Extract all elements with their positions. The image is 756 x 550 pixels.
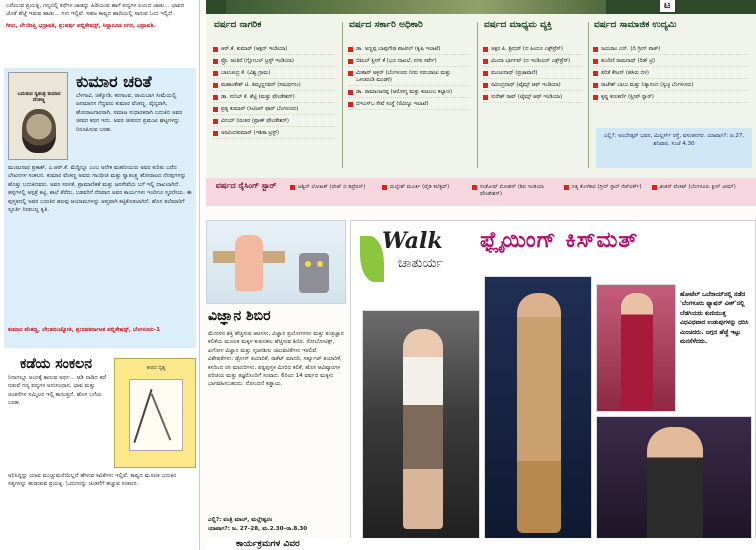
awards-tagline: ಟ xyxy=(660,0,675,12)
nominee-item: ಬಾಲಚಂದ್ರ ಕೆ. (ವಿಶ್ವ ಗ್ರಾಮ) xyxy=(213,70,335,79)
nominee-item: ಬಿಮಲ್ ಸ್ಟೀನ್ ಕೆ (ಭೂ ದಾಖಲೆ, ನಗರ ಸರ್ವೇ) xyxy=(348,58,470,67)
top-snippet-signoff: ಗೀರು, ಲೇ:ದೀಪ್ತಿ ಭದ್ರಾವತಿ, ಪ್ರ:ವರ್ಷ ಪಬ್ಲಿಕೇಷನ್ಸ್, ಸಿದ್ದಾರೂಢ ನಗರ, ಭದ್ರಾವತಿ. xyxy=(6,22,156,29)
kumar-book-cover xyxy=(8,72,68,160)
walk-chaturya-logo xyxy=(358,226,470,288)
walk-logo-subtext: ಚಾತುರ್ಯ xyxy=(398,256,444,271)
nominee-item: ಕುಂದಿಣಿ ರಾಮನಾಥ್ (ರಿಡ್ ಟ್ರಿ) xyxy=(593,58,749,67)
nominee-item: ಮಹಾಂತೇಶ್ ಟಿ. ತಿಮ್ಮಣ್ಣನವರ್ (ಸಮರ್ಥನಂ) xyxy=(213,82,335,91)
runway-photo xyxy=(484,276,592,546)
rising-star-item: ನಿತ್ಯ ಕೊಳೆಕಾರ (ಗ್ರೀನ್ ಸ್ಟಾರ್ ನೆಟ್‌ವರ್ಕ್) xyxy=(564,184,642,191)
award-column-heading: ವರ್ಷದ ಸಾಮಾಜಿಕ ಉದ್ಯಮಿ xyxy=(594,20,677,30)
rising-star-title: ವರ್ಷದ ರೈಸಿಂಗ್ ಸ್ಟಾರ್ xyxy=(215,181,277,190)
nominee-item: ಜಯರಾಂ ಎನ್. (ದಿ ಗ್ರೀನ್ ಪಾತ್) xyxy=(593,46,749,55)
top-snippet xyxy=(0,0,200,64)
kadeya-intro-text: ನಿನಾಗಲ್ಲೂ ಅಂದಕ್ಕೆ ಕಾಣುವ ಅರ್ಥ... ಆಡಿ ನಾಡಿದ ಕಥೆ ನಡುವೆ ಗದ್ಯ ಪದ್ಯಗಳ ಅನುಸಂಧಾನ. ಭಾವ ಮತ್ತು ಚಿಂತನೆಗಳ ಸಮ್ಮಿಲನ ಇಲ್ಲಿ ಕಾಣುತ್ತದೆ. ಹೊಸ ಬಗೆಯ ಬರಹ. xyxy=(8,375,106,407)
nominee-item: ಕೃಷ್ಣ ಕುಲಕರ್ಣಿ (ಸ್ಲೀಪ್ ಸ್ನಾರ್) xyxy=(593,94,749,103)
runway-photo xyxy=(362,310,480,546)
kumar-signoff: ಕುಮಾರ ವೆಂಕಣ್ಣ, ಲೇ:ಪರಂಜ್ಯೋತಿ, ಪ್ರ:ನವಕರ್ನಾಟಕ ಪಬ್ಲಿಕೇಷನ್ಸ್, ಬೆಂಗಳೂರು-1 xyxy=(8,327,161,333)
top-snippet-text: ಬರೆಯುವ ಪ್ರಯತ್ನ, ಗದ್ಯದಲ್ಲಿ ಕಥೆಗಳ ಜಾಡನ್ನು ಹಿಡಿಯುವ ಹಾಗೆ ಪದ್ಯಗಳ ಲಯದ ಜಾಡು... ಭಾವದ ಜೊತೆ ಹೆಜ್ಜೆ ಇಡುವ ಹಾಡು... ಗಳು ಇಲ್ಲಿವೆ. ಸಹಜ ಕಾವ್ಯದ ಹಾದಿಯಲ್ಲಿ ಸಾಗುವ ಓದು ಇಲ್ಲಿದೆ. xyxy=(6,3,185,18)
nominee-item: ರಾಜೇಶ್ ಬಾಬು ಮತ್ತು ನಿತ್ಯಾನಂದ (ಸ್ವಚ್ಛ ಬೆಂಗಳೂರು) xyxy=(593,82,749,91)
kumar-heading: ಕುಮಾರ ಚರಿತೆ xyxy=(76,72,152,91)
awards-venue-box: ಎಲ್ಲಿ?: ಅಂಬೇಡ್ಕರ್ ಭವನ, ಮಿಲ್ಲರ್ಸ್ ರಸ್ತೆ, ವಸಂತನಗರ. ಯಾವಾಗ?: ಜ.27, ಶನಿವಾರ, ಸಂಜೆ 4.30 xyxy=(596,128,752,168)
science-camp-where: ಎಲ್ಲಿ?: ವಂತ್ರಿ ಮಾಲ್, ಮಲ್ಲೇಶ್ವರಂ xyxy=(208,517,273,523)
rising-star-item: ಅಶ್ವಿನ್ ಲೋಹಿತ್ (ಫೇಟ್ ದ ಡಿಪ್ರೆಷನ್) xyxy=(290,184,368,191)
rising-star-item: ಮಲ್ಲೇಶ್ ಮೂರ್ತಿ (ವೈಡಿ ಕಲೆಕ್ಟಿವ್) xyxy=(382,184,460,191)
nominee-item: ಆರ್.ಕೆ. ಕುಮಾರ್ (ಆಕ್ಷನ್ ಇಂಡಿಯಾ) xyxy=(213,46,335,55)
science-camp-footer xyxy=(208,516,344,534)
kumar-book-cover-title: ಬದುಕುವ ಸ್ವತಂತ್ರ ಕುಮಾರ ವೆಂಕಣ್ಣ xyxy=(17,91,61,103)
fashion-feature-title: ಫ್ಲೈಯಿಂಗ್ ಕಿಸ್‌ಮತ್ xyxy=(480,228,639,253)
nominee-list xyxy=(345,46,473,110)
award-column-media xyxy=(480,20,586,172)
award-column-officer xyxy=(345,20,473,172)
science-camp-title: ವಿಜ್ಞಾನ ಶಿಬಿರ xyxy=(208,308,271,324)
nominee-list xyxy=(590,46,752,103)
kadeya-body-text: ಅನಿಸಿದ್ದನ್ನು ಯಾವ ಮುಚ್ಚುಮರೆಯಿಲ್ಲದೆ ಹೇಳುವ ಕವಿತೆಗಳು ಇಲ್ಲಿವೆ. ಕಾವ್ಯದ ಮೂಲಕ ಬದುಕಿನ ಸತ್ಯಗಳನ್ನು ಹುಡುಕುವ ಪ್ರಯತ್ನ. ಓದುಗನನ್ನು ಚಿಂತನೆಗೆ ಹಚ್ಚುವ ಸಂಕಲನ. xyxy=(8,473,177,488)
nominee-item: ರವೀಂದ್ರನಾಥ್ (ಟೈಮ್ಸ್ ಆಫ್ ಇಂಡಿಯಾ) xyxy=(483,82,583,91)
award-column-heading: ವರ್ಷದ ಮಾಧ್ಯಮ ವ್ಯಕ್ತಿ xyxy=(484,20,552,30)
nominee-item: ಸುರೇಶ್ ರಾವ್ (ಟೈಮ್ಸ್ ಆಫ್ ಇಂಡಿಯಾ) xyxy=(483,94,583,103)
nominee-item: ವಿನಯ್ ನಿರಂತರ (ಪ್ರಾಣ್ ಫೌಂಡೇಶನ್) xyxy=(213,118,335,127)
science-camp-when: ಯಾವಾಗ?: ಜ. 27–28, ಮ.2.30–ರಾ.8.30 xyxy=(208,526,308,532)
nominee-item: ಪ್ರತ್ಯ ಕುಮಾರ್ (ಸಿಟಿಜನ್ ಫಾರ್ ಬೆಂಗಳೂರು) xyxy=(213,106,335,115)
kadeya-book-cover xyxy=(114,358,196,468)
nominee-item: ಪ್ರೊ. ಆಂತಿರೆ (ಗ್ಲೋಬಲ್ ಟ್ರಸ್ಟ್ ಇಂಡಿಯಾ) xyxy=(213,58,335,67)
walk-logo-text: Walk xyxy=(382,228,443,254)
kumar-intro-text: ಬೆಳಗಾವಿ, ಚಿಕ್ಕೋಡಿ, ಕರಗಾಂವ, ರಾಯಬಾಗ ಸೀಮೆಯಲ್ಲಿ ಜನಮಾನಸ ಗೆದ್ದವರು ಕುಮಾರ ವೆಂಕಣ್ಣ. ವೈದ್ಯರಾಗಿ, ಹೋರಾಟಗಾರರಾಗಿ, ಸಮಾಜ ಸುಧಾರಕರಾಗಿ ಬದುಕಿದ ಅವರ ಜೀವನ ಕಥನ ಇದು. ಅವರ ಜೀವನದ ಪ್ರಮುಖ ಘಟ್ಟಗಳನ್ನು ನಿರೂಪಿಸುವ ಬರಹ. xyxy=(76,93,183,133)
nominee-item: ಡಾ. ರಾಮಾಂಜನಪ್ಪ (ಆರೋಗ್ಯ ಮತ್ತು ಕುಟುಂಬ ಕಲ್ಯಾಣ) xyxy=(348,89,470,98)
nominee-list xyxy=(210,46,338,139)
rising-star-item: ಶಂಕರ್ ವೆಂಕಟ್ (ಬೆಂಗಳೂರು ಕ್ಲೀನ್ ಟೀಮ್) xyxy=(652,184,752,191)
award-column-heading: ವರ್ಷದ ಸರ್ಕಾರಿ ಅಧಿಕಾರಿ xyxy=(349,20,423,30)
nominee-item: ಅಕ್ಷರ ಪಿ. ಶ್ರೀಧರ್ (ದ ಹಿಂದೂ ಎಕ್ಸ್‌ಪ್ರೆಸ್) xyxy=(483,46,583,55)
portrait-image xyxy=(22,109,56,153)
award-column-citizen xyxy=(210,20,338,172)
award-column-heading: ವರ್ಷದ ನಾಗರಿಕ xyxy=(214,20,262,30)
leaf-icon xyxy=(360,236,384,282)
science-camp-image xyxy=(206,220,346,304)
science-camp-text: ಮೆದುಳಿನ ಶಕ್ತಿ ಹೆಚ್ಚಿಸುವ ಆಟಗಳು, ವಿಜ್ಞಾನ ಪ್ರಯೋಗಗಳು ಮತ್ತು ತಂತ್ರಜ್ಞಾನ ಕಲಿಕೆಯ ಮೂಲಕ ಮಕ್ಕಳ ಕುತೂಹಲ ಹೆಚ್ಚಿಸುವ ಶಿಬಿರ. ರೋಬೋಟಿಕ್ಸ್, ಖಗೋಳ ವಿಜ್ಞಾನ ಮತ್ತು ಸೃಜನಶೀಲ ಚಟುವಟಿಕೆಗಳು ಇರಲಿವೆ. ವಿಶೇಷತೆಗಳು: ಡ್ರೋನ್ ತಯಾರಿಕೆ, ರಾಕೆಟ್ ಮಾದರಿ, ಸರ್ಕ್ಯೂಟ್ ತಯಾರಿಕೆ, ಕಸದಿಂದ ರಸ ಮಾದರಿಗಳು. ಪಠ್ಯಪುಸ್ತಕ ಮೀರಿದ ಕಲಿಕೆ, ಹೊಸ ಆವಿಷ್ಕಾರಗಳ ಪರಿಚಯ ಮತ್ತು ತಜ್ಞರೊಂದಿಗೆ ಸಂವಾದ. 6ರಿಂದ 14 ವರ್ಷದ ಮಕ್ಕಳು ಭಾಗವಹಿಸಬಹುದು. ನೋಂದಣಿ ಕಡ್ಡಾಯ. xyxy=(208,331,344,388)
nominee-list xyxy=(480,46,586,103)
column-divider xyxy=(342,22,343,168)
rising-star-item: ಸಂತೋಷ್ ಮೋಹನ್ (ಶಿವ ಇಂಡಿಯಾ ಫೌಂಡೇಶನ್) xyxy=(472,184,550,198)
bottom-headline: ಕಾರ್ಯಕ್ರಮಗಳ ವಿವರ xyxy=(206,538,756,550)
runway-photo xyxy=(596,284,676,412)
sketch-illustration xyxy=(129,379,183,451)
nominee-item: ಪರಿತೆ ಕೇಟನ್ (ಹಸಿರು ದಳ) xyxy=(593,70,749,79)
nominee-item: ಮಿಹಾರ್ ಅಕ್ಬರ್ (ಬೆಂಗಳೂರು ನೀರು ಸರಬರಾಜು ಮತ್ತು ಒಳಚರಂಡಿ ಮಂಡಳಿ) xyxy=(348,70,470,86)
runway-photo xyxy=(596,416,752,546)
column-divider xyxy=(588,22,589,168)
nominee-item: ಬಿಇಎಸ್ಒ ಸೇವೆ ಸಂಸ್ಥೆ (ರೆವಿನ್ಯೂ ಇಲಾಖೆ) xyxy=(348,101,470,110)
nominee-item: ಅರವಿಂದಕುಮಾರ್ (ಇಶಿತಾ ಟ್ರಸ್ಟ್) xyxy=(213,130,335,139)
nominee-item: ಮಂಜುನಾಥ್ (ಪ್ರಜಾವಾಣಿ) xyxy=(483,70,583,79)
column-divider xyxy=(477,22,478,168)
fashion-feature-text: ಹೋಟೆಲ್ ಒಬೆರಾಯ್‌ನಲ್ಲಿ ನಡೆದ 'ಬೆಂಗಳೂರು ಫ್ಯಾಷನ್ ವೀಕ್'ನಲ್ಲಿ ಬೆಡಗಿಯರು ಕುಣಿಯುತ್ತ ವಿಧವಿಧವಾದ ಉಡುಪುಗಳನ್ನು ಧರಿಸಿ ಮಿಂಚಿದರು. ಜಗ್ಗದ ಹೆಜ್ಜೆ ಇಟ್ಟು ಮನಸೆಳೆದರು. xyxy=(680,291,749,346)
nominee-item: ಡಾ. ಅಣ್ಣಪ್ಪ ಬಾಪುಗೌಡ ಪಾಟೀಲ್ (ಕೃಷಿ ಇಲಾಖೆ) xyxy=(348,46,470,55)
kadeya-book-label: ತೀರದ ದೃಶ್ಯ xyxy=(146,365,166,371)
nominee-item: ಮಿಂದಾ ಭಾರ್ಗವ್ (ದ ಇಂಡಿಯನ್ ಎಕ್ಸ್‌ಪ್ರೆಸ್) xyxy=(483,58,583,67)
nominee-item: ಡಾ. ಸುನಿಲ್ ಕೆ. ಶೆಟ್ಟಿ (ಮತ್ತು ಫೌಂಡೇಶನ್) xyxy=(213,94,335,103)
kadeya-heading: ಕಡೆಯ ಸಂಕಲನ xyxy=(20,356,92,372)
kumar-body-text: ಮಂಜುನಾಥ ಪ್ರಕಾಶ್, ಎ.ಆರ್.ಕೆ. ಮೆದ್ದಿನ್ನೂ ಎಂಬ ಅನೇಕ ಮಹನೀಯರು ಅವರ ಕುರಿತು ಬರೆದ ಲೇಖನಗಳ ಸಂಕಲನ. ಕುಮಾರ ವೆಂಕಣ್ಣ ಅವರು ಗಾಂಧೀಜಿ ಮತ್ತು ಸ್ವಾತಂತ್ರ್ಯ ಹೋರಾಟದ ನೆನಪುಗಳನ್ನು ಹೊತ್ತು ಬದುಕಿದವರು. ಅವರ ಸರಳತೆ, ಪ್ರಾಮಾಣಿಕತೆ ಮತ್ತು ಜನಸೇವೆಯ ಬಗೆ ಇಲ್ಲಿ ದಾಖಲಾಗಿದೆ. ಹಳ್ಳಿಗಳಲ್ಲಿ ಆಸ್ಪತ್ರೆ ಕಟ್ಟಿ, ಶಾಲೆ ತೆರೆದು, ಬಡವರಿಗೆ ನೆರವಾದ ಅವರ ಕಾರ್ಯಗಳು ಇಂದಿಗೂ ಸ್ಮರಣೀಯ. ಈ ಪುಸ್ತಕದಲ್ಲಿ ಅವರ ಬದುಕಿನ ಹಲವು ಆಯಾಮಗಳನ್ನು ಆಪ್ತವಾಗಿ ಕಟ್ಟಿಕೊಡಲಾಗಿದೆ. ಹೊಸ ತಲೆಮಾರಿಗೆ ಸ್ಫೂರ್ತಿ ನೀಡಬಲ್ಲ ಕೃತಿ. xyxy=(8,165,192,214)
